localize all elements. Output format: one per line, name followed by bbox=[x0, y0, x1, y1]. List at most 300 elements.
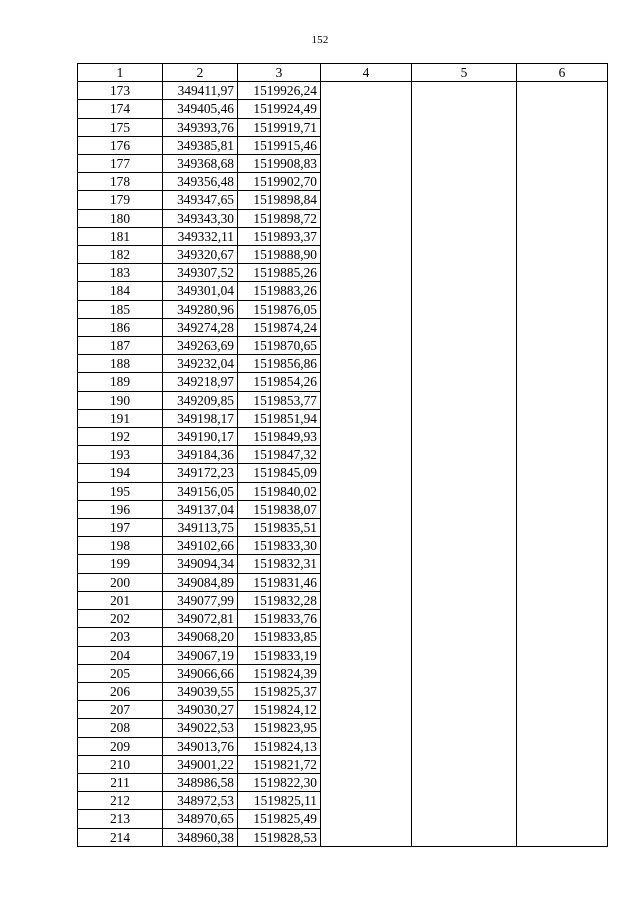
point-number-cell: 191 bbox=[78, 409, 163, 427]
point-number-cell: 180 bbox=[78, 209, 163, 227]
y-coordinate-cell: 1519825,49 bbox=[238, 810, 321, 828]
x-coordinate-cell: 349368,68 bbox=[163, 155, 238, 173]
table-row bbox=[78, 337, 608, 355]
table-row bbox=[78, 318, 608, 336]
y-coordinate-cell: 1519885,26 bbox=[238, 264, 321, 282]
x-coordinate-cell: 349039,55 bbox=[163, 682, 238, 700]
point-number-cell: 175 bbox=[78, 118, 163, 136]
empty-cell bbox=[321, 300, 412, 318]
point-number-cell: 181 bbox=[78, 227, 163, 245]
y-coordinate-cell: 1519835,51 bbox=[238, 519, 321, 537]
empty-cell bbox=[517, 209, 608, 227]
empty-cell bbox=[517, 682, 608, 700]
empty-cell bbox=[517, 464, 608, 482]
empty-cell bbox=[321, 409, 412, 427]
empty-cell bbox=[517, 446, 608, 464]
empty-cell bbox=[321, 555, 412, 573]
x-coordinate-cell: 349218,97 bbox=[163, 373, 238, 391]
point-number-cell: 193 bbox=[78, 446, 163, 464]
x-coordinate-cell: 349102,66 bbox=[163, 537, 238, 555]
empty-cell bbox=[321, 428, 412, 446]
x-coordinate-cell: 349280,96 bbox=[163, 300, 238, 318]
point-number-cell: 194 bbox=[78, 464, 163, 482]
y-coordinate-cell: 1519926,24 bbox=[238, 82, 321, 100]
empty-cell bbox=[517, 355, 608, 373]
empty-cell bbox=[412, 537, 517, 555]
x-coordinate-cell: 349013,76 bbox=[163, 737, 238, 755]
y-coordinate-cell: 1519824,13 bbox=[238, 737, 321, 755]
empty-cell bbox=[321, 719, 412, 737]
y-coordinate-cell: 1519854,26 bbox=[238, 373, 321, 391]
table-row bbox=[78, 391, 608, 409]
column-header-4: 4 bbox=[321, 64, 412, 82]
table-row bbox=[78, 409, 608, 427]
x-coordinate-cell: 349411,97 bbox=[163, 82, 238, 100]
y-coordinate-cell: 1519876,05 bbox=[238, 300, 321, 318]
empty-cell bbox=[321, 209, 412, 227]
x-coordinate-cell: 349156,05 bbox=[163, 482, 238, 500]
table-row bbox=[78, 155, 608, 173]
empty-cell bbox=[517, 282, 608, 300]
empty-cell bbox=[412, 373, 517, 391]
empty-cell bbox=[517, 118, 608, 136]
x-coordinate-cell: 349077,99 bbox=[163, 591, 238, 609]
x-coordinate-cell: 349263,69 bbox=[163, 337, 238, 355]
column-header-1: 1 bbox=[78, 64, 163, 82]
x-coordinate-cell: 349385,81 bbox=[163, 136, 238, 154]
point-number-cell: 189 bbox=[78, 373, 163, 391]
empty-cell bbox=[517, 555, 608, 573]
empty-cell bbox=[412, 82, 517, 100]
empty-cell bbox=[321, 682, 412, 700]
empty-cell bbox=[412, 136, 517, 154]
empty-cell bbox=[321, 628, 412, 646]
table-row bbox=[78, 537, 608, 555]
y-coordinate-cell: 1519893,37 bbox=[238, 227, 321, 245]
x-coordinate-cell: 348986,58 bbox=[163, 773, 238, 791]
y-coordinate-cell: 1519908,83 bbox=[238, 155, 321, 173]
column-header-6: 6 bbox=[517, 64, 608, 82]
table-row bbox=[78, 446, 608, 464]
empty-cell bbox=[517, 264, 608, 282]
y-coordinate-cell: 1519924,49 bbox=[238, 100, 321, 118]
y-coordinate-cell: 1519833,85 bbox=[238, 628, 321, 646]
empty-cell bbox=[412, 500, 517, 518]
x-coordinate-cell: 349072,81 bbox=[163, 610, 238, 628]
empty-cell bbox=[517, 173, 608, 191]
empty-cell bbox=[412, 337, 517, 355]
empty-cell bbox=[517, 664, 608, 682]
empty-cell bbox=[412, 300, 517, 318]
point-number-cell: 173 bbox=[78, 82, 163, 100]
y-coordinate-cell: 1519838,07 bbox=[238, 500, 321, 518]
x-coordinate-cell: 349113,75 bbox=[163, 519, 238, 537]
empty-cell bbox=[517, 482, 608, 500]
empty-cell bbox=[321, 828, 412, 846]
point-number-cell: 190 bbox=[78, 391, 163, 409]
empty-cell bbox=[517, 755, 608, 773]
empty-cell bbox=[412, 737, 517, 755]
point-number-cell: 205 bbox=[78, 664, 163, 682]
x-coordinate-cell: 349184,36 bbox=[163, 446, 238, 464]
point-number-cell: 196 bbox=[78, 500, 163, 518]
x-coordinate-cell: 349001,22 bbox=[163, 755, 238, 773]
empty-cell bbox=[517, 810, 608, 828]
y-coordinate-cell: 1519870,65 bbox=[238, 337, 321, 355]
x-coordinate-cell: 349137,04 bbox=[163, 500, 238, 518]
table-row bbox=[78, 482, 608, 500]
x-coordinate-cell: 348970,65 bbox=[163, 810, 238, 828]
empty-cell bbox=[321, 136, 412, 154]
empty-cell bbox=[321, 701, 412, 719]
empty-cell bbox=[412, 100, 517, 118]
empty-cell bbox=[517, 191, 608, 209]
y-coordinate-cell: 1519833,30 bbox=[238, 537, 321, 555]
table-row bbox=[78, 373, 608, 391]
point-number-cell: 186 bbox=[78, 318, 163, 336]
table-row bbox=[78, 664, 608, 682]
empty-cell bbox=[412, 719, 517, 737]
point-number-cell: 185 bbox=[78, 300, 163, 318]
table-row bbox=[78, 755, 608, 773]
empty-cell bbox=[517, 409, 608, 427]
empty-cell bbox=[321, 82, 412, 100]
empty-cell bbox=[517, 337, 608, 355]
point-number-cell: 200 bbox=[78, 573, 163, 591]
x-coordinate-cell: 349198,17 bbox=[163, 409, 238, 427]
x-coordinate-cell: 349068,20 bbox=[163, 628, 238, 646]
empty-cell bbox=[517, 537, 608, 555]
point-number-cell: 204 bbox=[78, 646, 163, 664]
empty-cell bbox=[321, 246, 412, 264]
column-header-3: 3 bbox=[238, 64, 321, 82]
empty-cell bbox=[517, 82, 608, 100]
table-row bbox=[78, 246, 608, 264]
empty-cell bbox=[517, 737, 608, 755]
empty-cell bbox=[321, 573, 412, 591]
empty-cell bbox=[412, 628, 517, 646]
table-row bbox=[78, 191, 608, 209]
y-coordinate-cell: 1519825,11 bbox=[238, 792, 321, 810]
empty-cell bbox=[412, 464, 517, 482]
x-coordinate-cell: 349030,27 bbox=[163, 701, 238, 719]
y-coordinate-cell: 1519840,02 bbox=[238, 482, 321, 500]
table-row bbox=[78, 719, 608, 737]
table-row bbox=[78, 591, 608, 609]
empty-cell bbox=[412, 646, 517, 664]
y-coordinate-cell: 1519822,30 bbox=[238, 773, 321, 791]
table-row bbox=[78, 100, 608, 118]
empty-cell bbox=[517, 246, 608, 264]
point-number-cell: 177 bbox=[78, 155, 163, 173]
empty-cell bbox=[517, 719, 608, 737]
empty-cell bbox=[412, 573, 517, 591]
x-coordinate-cell: 349301,04 bbox=[163, 282, 238, 300]
table-row bbox=[78, 810, 608, 828]
empty-cell bbox=[321, 100, 412, 118]
point-number-cell: 203 bbox=[78, 628, 163, 646]
point-number-cell: 187 bbox=[78, 337, 163, 355]
empty-cell bbox=[517, 155, 608, 173]
empty-cell bbox=[517, 227, 608, 245]
empty-cell bbox=[517, 701, 608, 719]
y-coordinate-cell: 1519902,70 bbox=[238, 173, 321, 191]
empty-cell bbox=[321, 446, 412, 464]
table-row bbox=[78, 282, 608, 300]
y-coordinate-cell: 1519915,46 bbox=[238, 136, 321, 154]
empty-cell bbox=[517, 573, 608, 591]
y-coordinate-cell: 1519888,90 bbox=[238, 246, 321, 264]
x-coordinate-cell: 349320,67 bbox=[163, 246, 238, 264]
empty-cell bbox=[321, 537, 412, 555]
table-row bbox=[78, 209, 608, 227]
header-row bbox=[78, 64, 608, 82]
empty-cell bbox=[412, 118, 517, 136]
table-row bbox=[78, 428, 608, 446]
page-number: 152 bbox=[311, 34, 329, 46]
empty-cell bbox=[412, 282, 517, 300]
empty-cell bbox=[412, 482, 517, 500]
empty-cell bbox=[412, 409, 517, 427]
empty-cell bbox=[321, 500, 412, 518]
y-coordinate-cell: 1519919,71 bbox=[238, 118, 321, 136]
point-number-cell: 176 bbox=[78, 136, 163, 154]
empty-cell bbox=[321, 646, 412, 664]
empty-cell bbox=[412, 828, 517, 846]
empty-cell bbox=[517, 318, 608, 336]
empty-cell bbox=[412, 355, 517, 373]
x-coordinate-cell: 349393,76 bbox=[163, 118, 238, 136]
empty-cell bbox=[412, 246, 517, 264]
table-row bbox=[78, 464, 608, 482]
y-coordinate-cell: 1519883,26 bbox=[238, 282, 321, 300]
point-number-cell: 214 bbox=[78, 828, 163, 846]
empty-cell bbox=[412, 810, 517, 828]
y-coordinate-cell: 1519824,12 bbox=[238, 701, 321, 719]
empty-cell bbox=[321, 773, 412, 791]
point-number-cell: 197 bbox=[78, 519, 163, 537]
y-coordinate-cell: 1519856,86 bbox=[238, 355, 321, 373]
point-number-cell: 182 bbox=[78, 246, 163, 264]
empty-cell bbox=[321, 191, 412, 209]
table-row bbox=[78, 828, 608, 846]
y-coordinate-cell: 1519898,72 bbox=[238, 209, 321, 227]
column-header-5: 5 bbox=[412, 64, 517, 82]
table-body bbox=[78, 82, 608, 847]
empty-cell bbox=[412, 664, 517, 682]
empty-cell bbox=[517, 828, 608, 846]
empty-cell bbox=[517, 136, 608, 154]
empty-cell bbox=[412, 792, 517, 810]
table-row bbox=[78, 227, 608, 245]
empty-cell bbox=[517, 646, 608, 664]
table-row bbox=[78, 573, 608, 591]
y-coordinate-cell: 1519824,39 bbox=[238, 664, 321, 682]
empty-cell bbox=[412, 701, 517, 719]
point-number-cell: 198 bbox=[78, 537, 163, 555]
empty-cell bbox=[321, 173, 412, 191]
x-coordinate-cell: 348972,53 bbox=[163, 792, 238, 810]
y-coordinate-cell: 1519853,77 bbox=[238, 391, 321, 409]
empty-cell bbox=[517, 100, 608, 118]
table-row bbox=[78, 300, 608, 318]
y-coordinate-cell: 1519849,93 bbox=[238, 428, 321, 446]
empty-cell bbox=[321, 155, 412, 173]
empty-cell bbox=[321, 755, 412, 773]
empty-cell bbox=[321, 664, 412, 682]
empty-cell bbox=[321, 464, 412, 482]
x-coordinate-cell: 349022,53 bbox=[163, 719, 238, 737]
column-header-2: 2 bbox=[163, 64, 238, 82]
empty-cell bbox=[412, 755, 517, 773]
point-number-cell: 188 bbox=[78, 355, 163, 373]
point-number-cell: 206 bbox=[78, 682, 163, 700]
empty-cell bbox=[412, 773, 517, 791]
empty-cell bbox=[321, 118, 412, 136]
point-number-cell: 209 bbox=[78, 737, 163, 755]
y-coordinate-cell: 1519851,94 bbox=[238, 409, 321, 427]
x-coordinate-cell: 349209,85 bbox=[163, 391, 238, 409]
point-number-cell: 184 bbox=[78, 282, 163, 300]
empty-cell bbox=[321, 519, 412, 537]
y-coordinate-cell: 1519831,46 bbox=[238, 573, 321, 591]
empty-cell bbox=[517, 373, 608, 391]
x-coordinate-cell: 349343,30 bbox=[163, 209, 238, 227]
empty-cell bbox=[321, 264, 412, 282]
empty-cell bbox=[412, 519, 517, 537]
point-number-cell: 178 bbox=[78, 173, 163, 191]
table-row bbox=[78, 500, 608, 518]
point-number-cell: 210 bbox=[78, 755, 163, 773]
table-row bbox=[78, 82, 608, 100]
empty-cell bbox=[321, 282, 412, 300]
x-coordinate-cell: 349094,34 bbox=[163, 555, 238, 573]
empty-cell bbox=[412, 264, 517, 282]
point-number-cell: 212 bbox=[78, 792, 163, 810]
table-row bbox=[78, 628, 608, 646]
empty-cell bbox=[517, 500, 608, 518]
table-row bbox=[78, 792, 608, 810]
y-coordinate-cell: 1519825,37 bbox=[238, 682, 321, 700]
y-coordinate-cell: 1519832,28 bbox=[238, 591, 321, 609]
empty-cell bbox=[412, 318, 517, 336]
empty-cell bbox=[321, 391, 412, 409]
x-coordinate-cell: 349067,19 bbox=[163, 646, 238, 664]
y-coordinate-cell: 1519832,31 bbox=[238, 555, 321, 573]
empty-cell bbox=[517, 428, 608, 446]
empty-cell bbox=[321, 810, 412, 828]
y-coordinate-cell: 1519833,76 bbox=[238, 610, 321, 628]
x-coordinate-cell: 349356,48 bbox=[163, 173, 238, 191]
point-number-cell: 208 bbox=[78, 719, 163, 737]
x-coordinate-cell: 348960,38 bbox=[163, 828, 238, 846]
coordinates-table bbox=[77, 63, 608, 847]
table-row bbox=[78, 355, 608, 373]
empty-cell bbox=[517, 519, 608, 537]
empty-cell bbox=[412, 227, 517, 245]
y-coordinate-cell: 1519845,09 bbox=[238, 464, 321, 482]
y-coordinate-cell: 1519847,32 bbox=[238, 446, 321, 464]
point-number-cell: 183 bbox=[78, 264, 163, 282]
empty-cell bbox=[517, 628, 608, 646]
y-coordinate-cell: 1519898,84 bbox=[238, 191, 321, 209]
empty-cell bbox=[412, 591, 517, 609]
empty-cell bbox=[517, 610, 608, 628]
y-coordinate-cell: 1519821,72 bbox=[238, 755, 321, 773]
point-number-cell: 213 bbox=[78, 810, 163, 828]
empty-cell bbox=[321, 591, 412, 609]
table-row bbox=[78, 555, 608, 573]
empty-cell bbox=[412, 173, 517, 191]
y-coordinate-cell: 1519823,95 bbox=[238, 719, 321, 737]
table-row bbox=[78, 737, 608, 755]
x-coordinate-cell: 349084,89 bbox=[163, 573, 238, 591]
point-number-cell: 201 bbox=[78, 591, 163, 609]
point-number-cell: 202 bbox=[78, 610, 163, 628]
table-row bbox=[78, 646, 608, 664]
x-coordinate-cell: 349232,04 bbox=[163, 355, 238, 373]
empty-cell bbox=[517, 300, 608, 318]
empty-cell bbox=[321, 318, 412, 336]
empty-cell bbox=[321, 355, 412, 373]
table-row bbox=[78, 173, 608, 191]
x-coordinate-cell: 349405,46 bbox=[163, 100, 238, 118]
table-row bbox=[78, 264, 608, 282]
point-number-cell: 179 bbox=[78, 191, 163, 209]
empty-cell bbox=[321, 337, 412, 355]
x-coordinate-cell: 349332,11 bbox=[163, 227, 238, 245]
empty-cell bbox=[412, 391, 517, 409]
empty-cell bbox=[412, 446, 517, 464]
point-number-cell: 207 bbox=[78, 701, 163, 719]
y-coordinate-cell: 1519874,24 bbox=[238, 318, 321, 336]
empty-cell bbox=[321, 373, 412, 391]
empty-cell bbox=[517, 591, 608, 609]
table-row bbox=[78, 682, 608, 700]
x-coordinate-cell: 349066,66 bbox=[163, 664, 238, 682]
x-coordinate-cell: 349274,28 bbox=[163, 318, 238, 336]
y-coordinate-cell: 1519828,53 bbox=[238, 828, 321, 846]
empty-cell bbox=[412, 555, 517, 573]
table-row bbox=[78, 136, 608, 154]
empty-cell bbox=[321, 792, 412, 810]
point-number-cell: 211 bbox=[78, 773, 163, 791]
empty-cell bbox=[412, 428, 517, 446]
x-coordinate-cell: 349347,65 bbox=[163, 191, 238, 209]
table-row bbox=[78, 118, 608, 136]
table-row bbox=[78, 773, 608, 791]
point-number-cell: 195 bbox=[78, 482, 163, 500]
x-coordinate-cell: 349307,52 bbox=[163, 264, 238, 282]
point-number-cell: 174 bbox=[78, 100, 163, 118]
empty-cell bbox=[412, 209, 517, 227]
table-row bbox=[78, 610, 608, 628]
empty-cell bbox=[412, 682, 517, 700]
empty-cell bbox=[321, 610, 412, 628]
point-number-cell: 192 bbox=[78, 428, 163, 446]
empty-cell bbox=[517, 792, 608, 810]
empty-cell bbox=[412, 610, 517, 628]
x-coordinate-cell: 349190,17 bbox=[163, 428, 238, 446]
y-coordinate-cell: 1519833,19 bbox=[238, 646, 321, 664]
empty-cell bbox=[321, 227, 412, 245]
empty-cell bbox=[412, 191, 517, 209]
empty-cell bbox=[517, 773, 608, 791]
empty-cell bbox=[412, 155, 517, 173]
empty-cell bbox=[517, 391, 608, 409]
point-number-cell: 199 bbox=[78, 555, 163, 573]
empty-cell bbox=[321, 482, 412, 500]
